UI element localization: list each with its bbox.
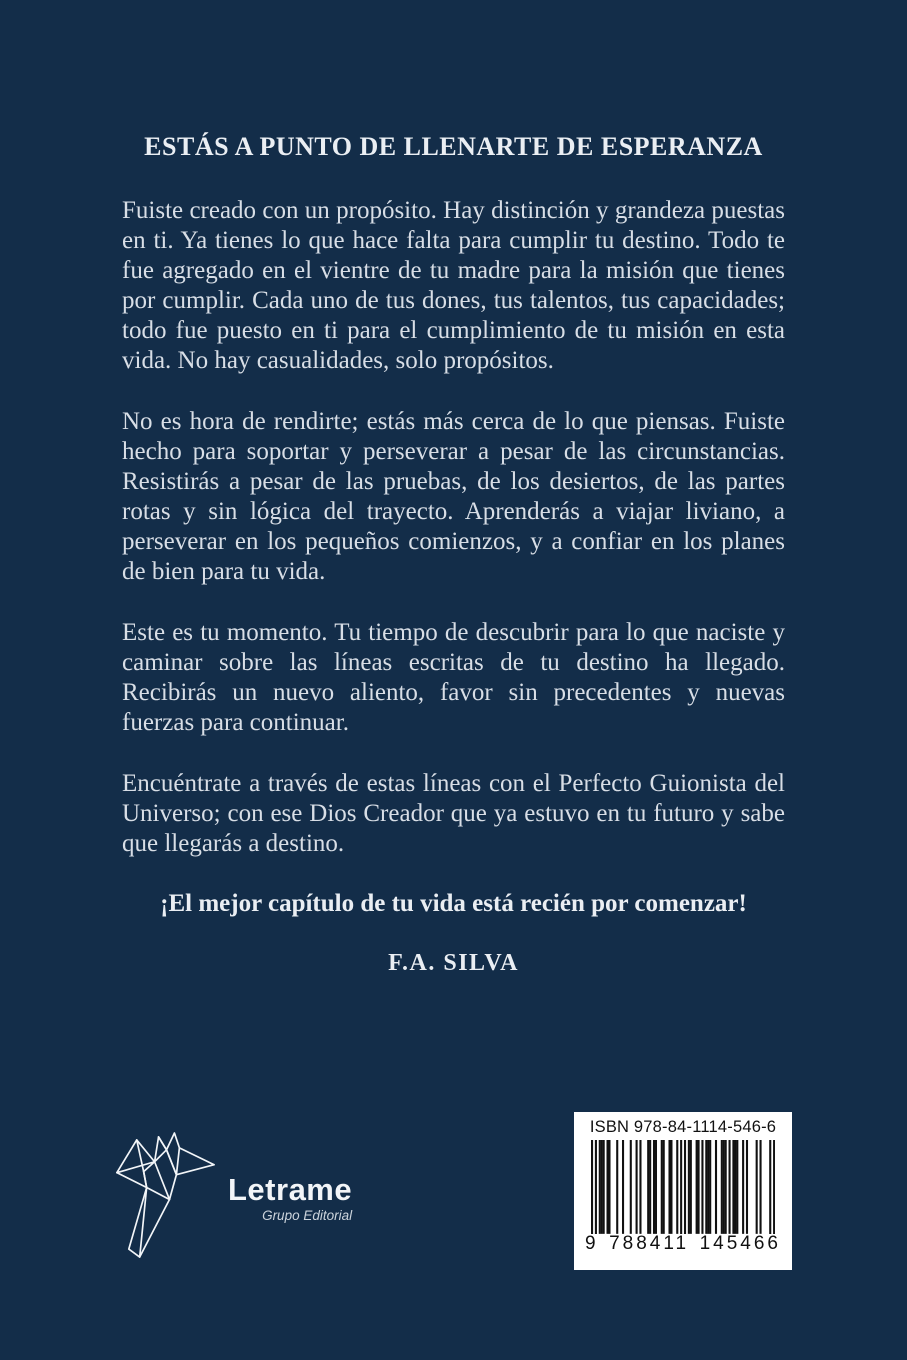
isbn-label: ISBN 978-84-1114-546-6	[589, 1118, 777, 1136]
tagline: ¡El mejor capítulo de tu vida está recién por comenzar!	[160, 890, 747, 918]
barcode-bars-wrap	[591, 1140, 775, 1242]
publisher-logo	[110, 1128, 352, 1262]
synopsis-paragraph-4: Encuéntrate a través de estas líneas con el Perfecto Guionista del Universo; con ese Dios Creador que ya estuvo en tu futuro y sabe que llegarás a destino.	[122, 770, 785, 858]
publisher-subtitle: Grupo Editorial	[262, 1208, 353, 1223]
origami-bird-icon	[110, 1128, 222, 1262]
synopsis-paragraph-1: Fuiste creado con un propósito. Hay distinción y grandeza puestas en ti. Ya tienes lo que hace falta para cumplir tu destino. Todo te fue agregado en el vientre de tu madre para la misión que tienes por cumplir. Cada uno de tus dones, tus talentos, tus capacidades; todo fue puesto en ti para el cumplimiento de tu misión en esta vida. No hay casualidades, solo propósitos.	[122, 197, 785, 375]
author-name: F.A. SILVA	[388, 950, 519, 977]
barcode-digits-right: 145466	[699, 1232, 781, 1254]
barcode-bars	[591, 1140, 775, 1242]
barcode-digits-left: 788411	[609, 1232, 690, 1254]
synopsis-paragraph-2: No es hora de rendirte; estás más cerca de lo que piensas. Fuiste hecho para soportar y perseverar a pesar de las circunstancias. Resistirás a pesar de las pruebas, de los desiertos, de las partes rotas y sin lógica del trayecto. Aprenderás a viajar liviano, a perseverar en los pequeños comienzos, y a confiar en los planes de bien para tu vida.	[122, 408, 785, 586]
isbn-barcode	[574, 1112, 792, 1270]
publisher-logo-text	[228, 1174, 352, 1223]
synopsis	[122, 196, 785, 859]
barcode-digit-prefix: 9	[585, 1232, 599, 1254]
synopsis-paragraph-3: Este es tu momento. Tu tiempo de descubrir para lo que naciste y caminar sobre las líneas escritas de tu destino ha llegado. Recibirás un nuevo aliento, favor sin precedentes y nuevas fuerzas para continuar.	[122, 619, 785, 737]
back-cover-text-block	[122, 131, 785, 977]
page-title: ESTÁS A PUNTO DE LLENARTE DE ESPERANZA	[144, 132, 763, 161]
publisher-name: Letrame	[228, 1172, 353, 1207]
barcode-digits	[583, 1234, 783, 1253]
